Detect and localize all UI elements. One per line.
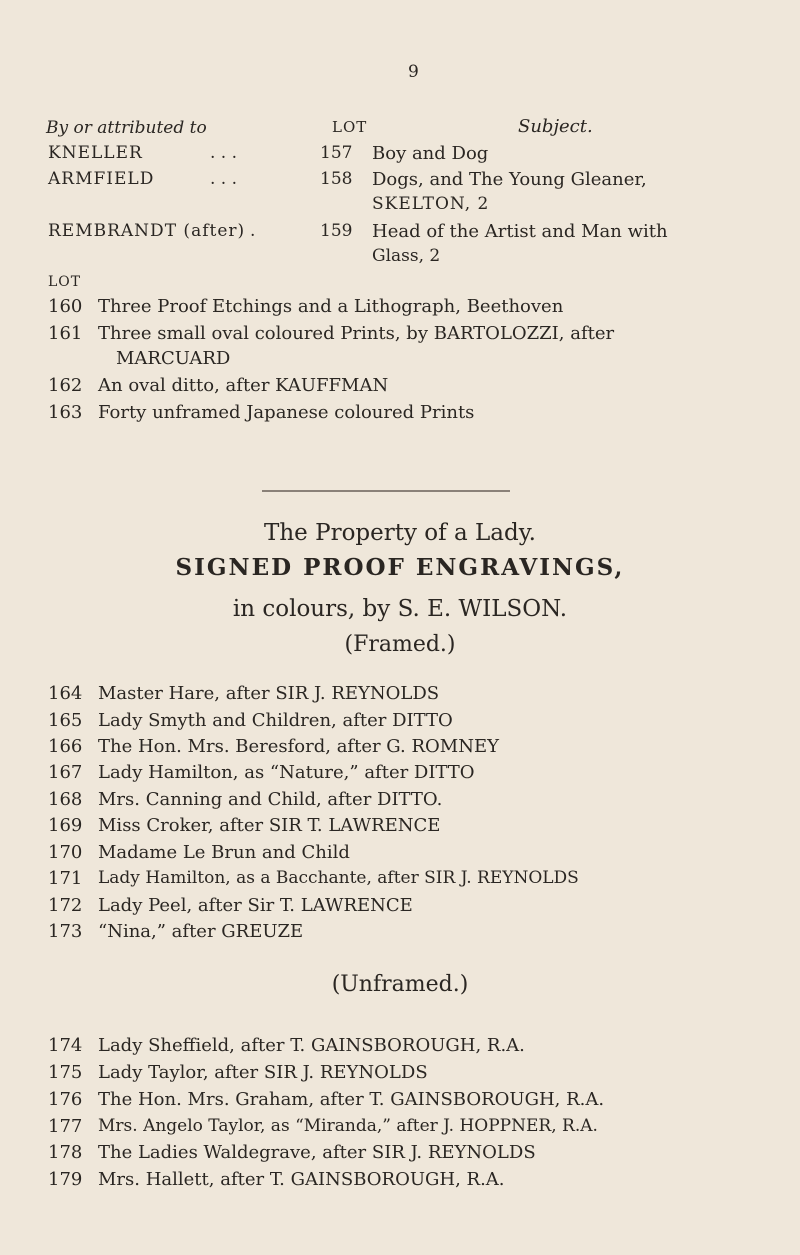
- dots: . . .: [210, 169, 238, 189]
- lot-number: 170: [48, 842, 83, 863]
- lot-description: Master Hare, after SIR J. REYNOLDS: [98, 683, 440, 704]
- subject-159-cont: Glass, 2: [372, 246, 441, 266]
- lot-number: 167: [48, 762, 83, 783]
- page-number: 9: [408, 62, 419, 82]
- header-attributed: By or attributed to: [46, 118, 207, 138]
- section-subtitle: in colours, by S. E. WILSON.: [232, 596, 568, 622]
- artist-rembrandt: REMBRANDT (after): [48, 221, 246, 241]
- lot-description: The Ladies Waldegrave, after SIR J. REYNOLDS: [98, 1142, 536, 1163]
- section-title: SIGNED PROOF ENGRAVINGS,: [175, 554, 625, 581]
- subject-157: Boy and Dog: [372, 143, 489, 164]
- lot-number: 169: [48, 815, 83, 836]
- lot-description-cont: MARCUARD: [116, 348, 231, 369]
- artist-kneller: KNELLER: [48, 143, 143, 163]
- lot-description: Madame Le Brun and Child: [98, 842, 350, 863]
- header-subject: Subject.: [518, 116, 593, 137]
- lot-number: 163: [48, 402, 83, 423]
- lot-description: An oval ditto, after KAUFFMAN: [98, 375, 389, 396]
- lot-description: Mrs. Angelo Taylor, as “Miranda,” after J. HOPPNER, R.A.: [98, 1116, 598, 1136]
- section-divider: [262, 490, 510, 492]
- subject-159: Head of the Artist and Man with: [372, 221, 668, 242]
- lot-description: Mrs. Hallett, after T. GAINSBOROUGH, R.A.: [98, 1169, 505, 1190]
- lot-description: Lady Smyth and Children, after DITTO: [98, 710, 453, 731]
- lot-number: 160: [48, 296, 83, 317]
- lot-number: 168: [48, 789, 83, 810]
- lot-description: Lady Hamilton, as “Nature,” after DITTO: [98, 762, 475, 783]
- lot-number: 175: [48, 1062, 83, 1083]
- lot-description: The Hon. Mrs. Beresford, after G. ROMNEY: [98, 736, 500, 757]
- lot-description: Forty unframed Japanese coloured Prints: [98, 402, 475, 423]
- lot-number: 174: [48, 1035, 83, 1056]
- lot-column-label: LOT: [48, 274, 82, 290]
- lot-number: 162: [48, 375, 83, 396]
- subject-158-cont: SKELTON, 2: [372, 194, 490, 214]
- lot-number: 176: [48, 1089, 83, 1110]
- lot-number: 179: [48, 1169, 83, 1190]
- dots: . . .: [210, 143, 238, 163]
- subject-158: Dogs, and The Young Gleaner,: [372, 169, 647, 190]
- lot-number: 173: [48, 921, 83, 942]
- header-lot: LOT: [332, 118, 368, 136]
- lot-description: Mrs. Canning and Child, after DITTO.: [98, 789, 443, 810]
- lot-157: 157: [320, 143, 353, 163]
- lot-number: 172: [48, 895, 83, 916]
- lot-number: 164: [48, 683, 83, 704]
- lot-description: Miss Croker, after SIR T. LAWRENCE: [98, 815, 441, 836]
- lot-description: Lady Sheffield, after T. GAINSBOROUGH, R.A.: [98, 1035, 525, 1056]
- lot-number: 161: [48, 323, 83, 344]
- artist-armfield: ARMFIELD: [48, 169, 155, 189]
- lot-description: “Nina,” after GREUZE: [98, 921, 304, 942]
- lot-number: 171: [48, 868, 83, 889]
- lot-158: 158: [320, 169, 353, 189]
- dots: .: [250, 221, 256, 241]
- lot-description: Lady Taylor, after SIR J. REYNOLDS: [98, 1062, 428, 1083]
- lot-159: 159: [320, 221, 353, 241]
- lot-number: 165: [48, 710, 83, 731]
- lot-number: 166: [48, 736, 83, 757]
- lot-number: 177: [48, 1116, 83, 1137]
- lot-description: Lady Peel, after Sir T. LAWRENCE: [98, 895, 413, 916]
- lot-description: Three Proof Etchings and a Lithograph, Beethoven: [98, 296, 564, 317]
- lot-description: The Hon. Mrs. Graham, after T. GAINSBOROUGH, R.A.: [98, 1089, 605, 1110]
- framed-heading: (Framed.): [344, 632, 456, 657]
- unframed-heading: (Unframed.): [331, 972, 469, 997]
- lot-description: Lady Hamilton, as a Bacchante, after SIR J. REYNOLDS: [98, 868, 579, 888]
- lot-number: 178: [48, 1142, 83, 1163]
- section-owner: The Property of a Lady.: [264, 520, 536, 546]
- lot-description: Three small oval coloured Prints, by BARTOLOZZI, after: [98, 323, 615, 344]
